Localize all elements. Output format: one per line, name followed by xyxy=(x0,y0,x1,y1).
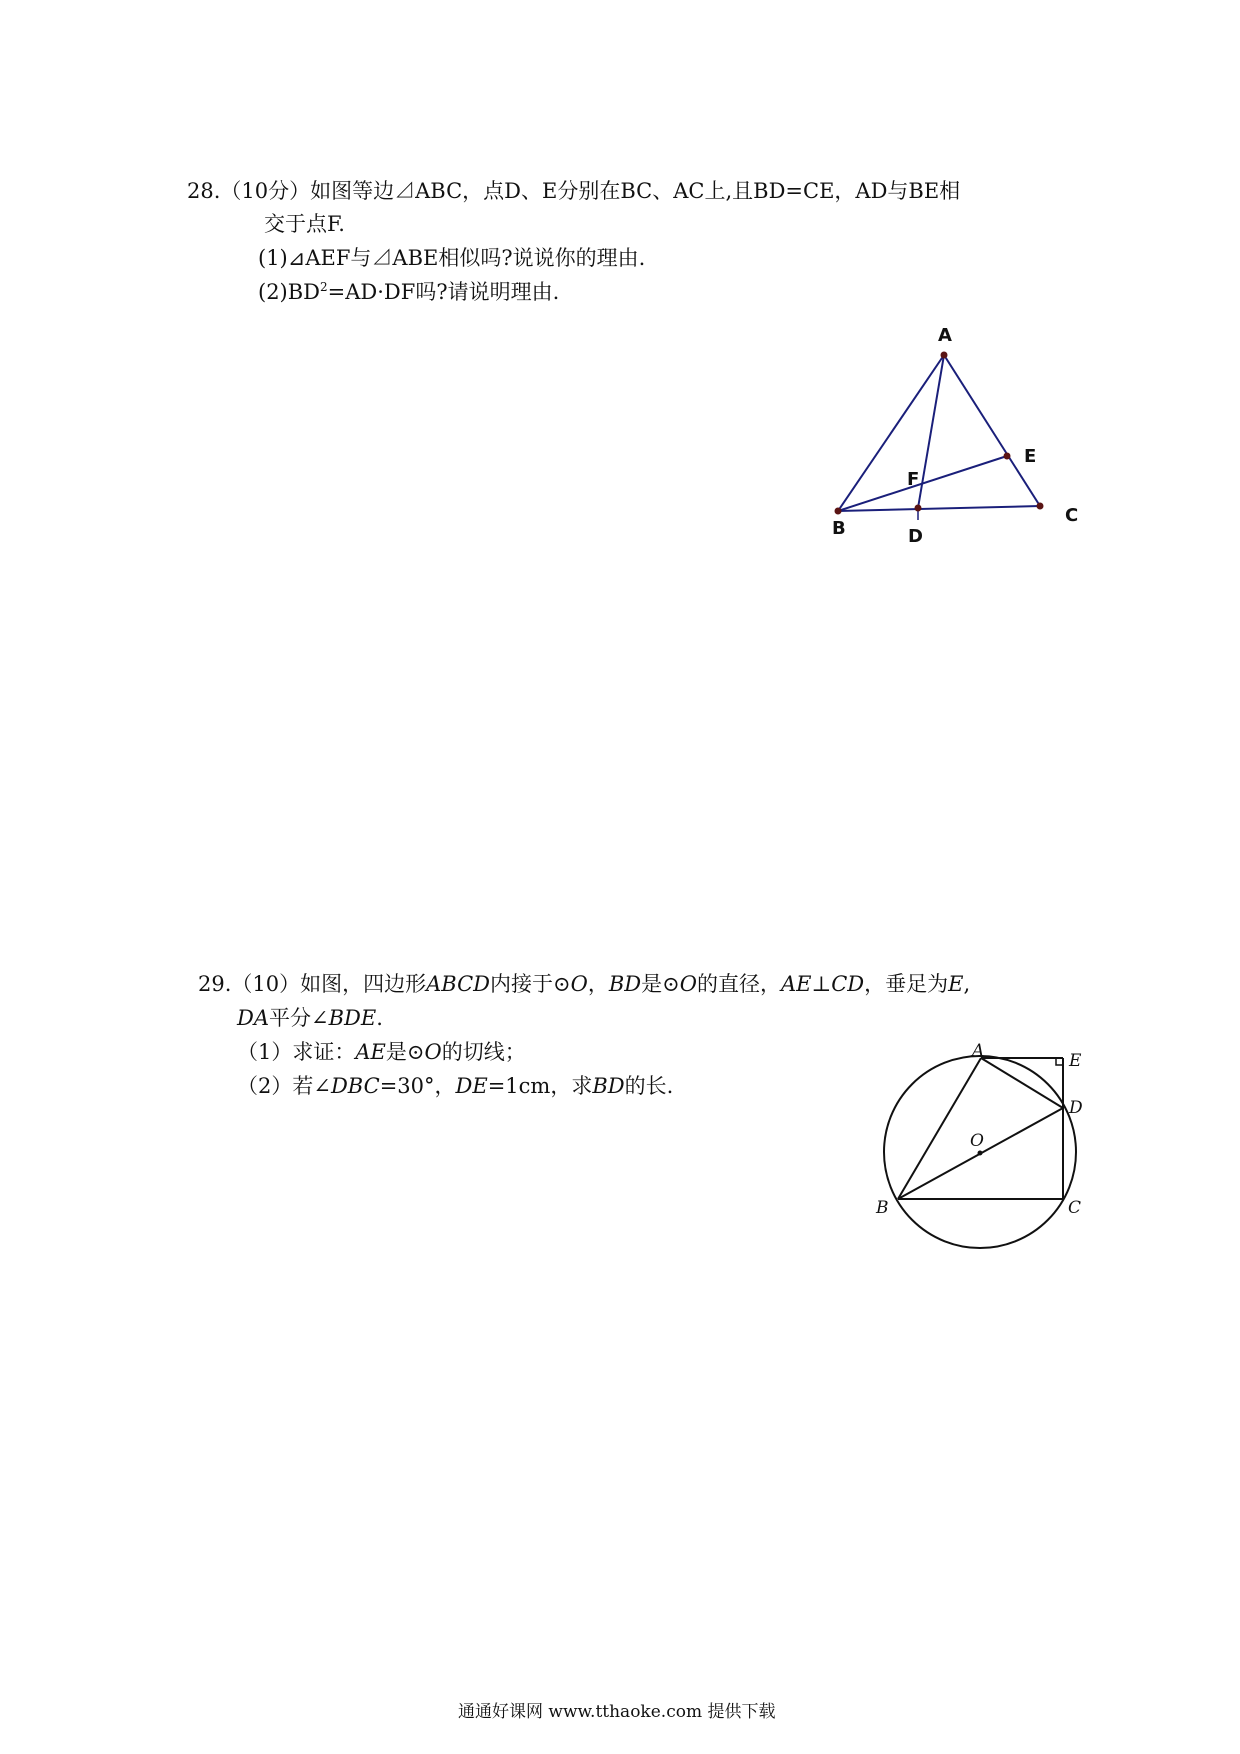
q29-circle-figure xyxy=(860,1040,1110,1260)
label-C: C xyxy=(1068,1198,1082,1218)
q29-l1-e: ， xyxy=(587,972,609,996)
q29-l2-b: 平分∠ xyxy=(269,1006,329,1030)
q29-p2-a: （2）若∠ xyxy=(237,1074,331,1098)
q29-l1-j: AE xyxy=(780,972,812,996)
q29-l1-i: 的直径， xyxy=(696,972,781,996)
q29-p2-g: 的长. xyxy=(624,1074,674,1098)
segment-BC xyxy=(838,506,1040,511)
q28-part1 xyxy=(258,243,645,273)
q28-line1-text: 28.（10分）如图等边⊿ABC，点D、E分别在BC、AC上,且BD=CE，AD与BE相 xyxy=(187,179,961,203)
label-A: A xyxy=(938,325,952,346)
q29-p1-a: （1）求证： xyxy=(237,1040,356,1064)
q29-p2-d: DE xyxy=(455,1074,488,1098)
q28-triangle-figure xyxy=(820,315,1100,555)
point-E xyxy=(1004,453,1011,460)
label-B: B xyxy=(876,1198,889,1218)
q29-l1-a: 29.（10）如图，四边形 xyxy=(198,972,427,996)
point-O xyxy=(978,1151,983,1156)
q29-l1-c: 内接于⊙ xyxy=(490,972,571,996)
q28-line2 xyxy=(264,209,345,239)
q29-l1-m: ，垂足为 xyxy=(864,972,949,996)
q29-part2 xyxy=(237,1071,673,1101)
q29-line2 xyxy=(237,1003,383,1033)
right-angle-mark xyxy=(1056,1058,1063,1065)
q29-p2-f: BD xyxy=(592,1074,625,1098)
page-footer xyxy=(458,1700,775,1724)
q28-figure-lines xyxy=(838,355,1040,511)
point-B xyxy=(835,508,842,515)
q29-p2-b: DBC xyxy=(330,1074,380,1098)
q29-l2-a: DA xyxy=(237,1006,270,1030)
q29-l1-l: CD xyxy=(831,972,865,996)
q29-l1-b: ABCD xyxy=(426,972,491,996)
q29-part1 xyxy=(237,1037,526,1067)
footer-text: 通通好课网 www.tthaoke.com 提供下载 xyxy=(458,1702,776,1722)
label-D: D xyxy=(908,526,923,547)
segment-AD xyxy=(918,355,944,508)
q29-p2-c: =30°， xyxy=(379,1074,456,1098)
q29-p1-c: 是⊙ xyxy=(385,1040,425,1064)
q29-l1-f: BD xyxy=(608,972,642,996)
point-D xyxy=(915,505,922,512)
q29-l1-d: O xyxy=(570,972,588,996)
label-O: O xyxy=(970,1131,984,1151)
q29-l2-c: BDE xyxy=(328,1006,377,1030)
q28-part2-a: (2)BD xyxy=(258,280,321,304)
label-C: C xyxy=(1065,505,1079,526)
label-D: D xyxy=(1069,1098,1083,1118)
q29-p1-d: O xyxy=(424,1040,442,1064)
q29-l1-g: 是⊙ xyxy=(641,972,680,996)
point-A xyxy=(941,352,948,359)
q29-p2-e: =1cm，求 xyxy=(487,1074,593,1098)
label-E: E xyxy=(1069,1051,1082,1071)
q29-p1-e: 的切线； xyxy=(441,1040,526,1064)
label-E: E xyxy=(1024,446,1037,467)
q28-part1-text: (1)⊿AEF与⊿ABE相似吗?说说你的理由. xyxy=(258,246,646,270)
q28-part2-b: =AD·DF吗?请说明理由. xyxy=(327,280,560,304)
label-F: F xyxy=(907,469,920,490)
q28-figure-points xyxy=(835,352,1044,515)
q28-part2 xyxy=(258,277,559,307)
segment-AC xyxy=(944,355,1040,506)
segment-AB xyxy=(838,355,944,511)
q29-l1-h: O xyxy=(679,972,697,996)
point-C xyxy=(1037,503,1044,510)
q28-part2-sup: 2 xyxy=(320,280,328,294)
q28-line2-text: 交于点F. xyxy=(264,212,345,236)
label-B: B xyxy=(832,518,846,539)
q29-l2-d: . xyxy=(376,1006,383,1030)
q29-line1 xyxy=(198,969,970,999)
q29-l1-k: ⊥ xyxy=(811,972,832,996)
label-A: A xyxy=(972,1041,985,1061)
q29-l1-n: E xyxy=(948,972,964,996)
segment-AB xyxy=(898,1058,981,1199)
q29-l1-o: , xyxy=(963,972,971,996)
q29-p1-b: AE xyxy=(355,1040,386,1064)
segment-BE xyxy=(838,456,1007,511)
q28-line1 xyxy=(187,176,960,206)
